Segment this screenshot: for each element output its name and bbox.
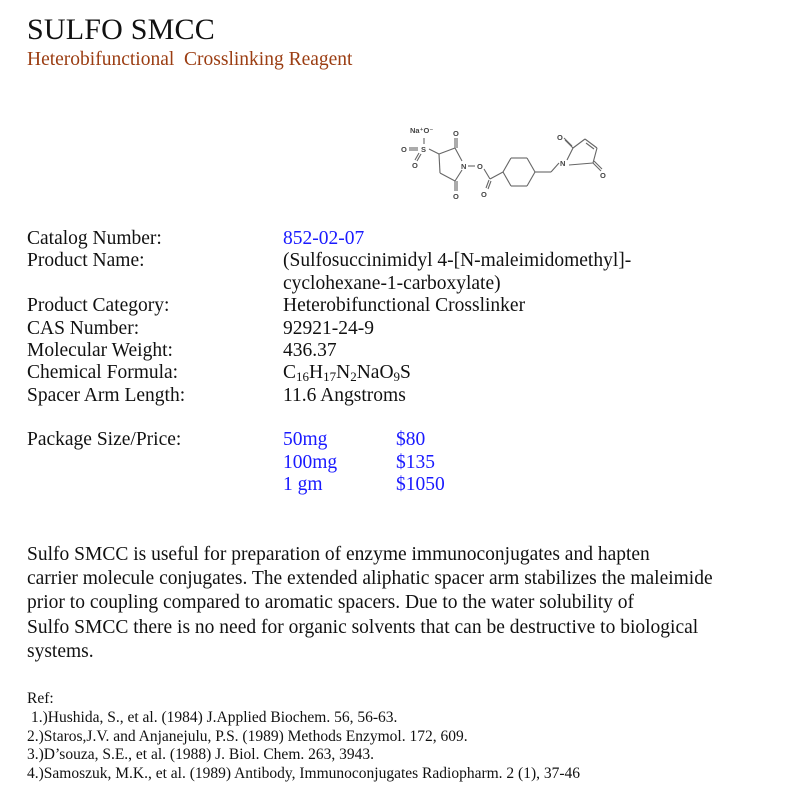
formula-element: C: [283, 362, 297, 384]
formula-subscript: 16: [296, 369, 310, 385]
catalog-number-label: Catalog Number:: [27, 228, 162, 249]
package-size[interactable]: 1 gm: [283, 474, 323, 496]
package-price[interactable]: $80: [396, 429, 426, 451]
page-subtitle: Heterobifunctional Crosslinking Reagent: [27, 49, 353, 70]
spacer-arm-value: 11.6 Angstroms: [283, 384, 406, 406]
package-size[interactable]: 100mg: [283, 451, 338, 473]
molecular-weight-label: Molecular Weight:: [27, 340, 173, 362]
oxygen-label: O: [412, 161, 418, 170]
references-section: [27, 690, 787, 784]
product-name-label: Product Name:: [27, 250, 145, 272]
package-option[interactable]: [283, 474, 767, 496]
product-name-row: [27, 250, 767, 295]
chemical-formula-row: [27, 362, 767, 384]
oxygen-label: O: [401, 145, 407, 154]
oxygen-label: O: [477, 162, 483, 171]
nitrogen-label: N: [560, 159, 566, 168]
formula-element: S: [400, 362, 411, 384]
description-line: prior to coupling compared to aromatic spacers. Due to the water solubility of: [27, 592, 635, 614]
package-price-row: [27, 429, 767, 496]
description-line: systems.: [27, 640, 94, 662]
cas-number-row: [27, 318, 767, 340]
oxygen-label: O: [557, 133, 563, 142]
oxygen-label: O: [600, 171, 606, 180]
package-price[interactable]: $1050: [396, 474, 445, 496]
oxygen-label: O: [453, 129, 459, 138]
package-price-label: Package Size/Price:: [27, 429, 182, 451]
product-category-label: Product Category:: [27, 295, 170, 317]
chemical-structure-diagram: [395, 115, 610, 210]
formula-element: H: [309, 362, 324, 384]
spacer-arm-row: [27, 385, 767, 407]
description-line: Sulfo SMCC is useful for preparation of enzyme immunoconjugates and hapten: [27, 544, 650, 565]
sulfur-label: S: [421, 145, 427, 154]
nitrogen-label: N: [461, 162, 467, 171]
oxygen-label: O: [481, 190, 487, 199]
package-option[interactable]: [283, 452, 767, 474]
package-list: [283, 429, 767, 496]
oxygen-label: O: [453, 192, 459, 201]
chemical-formula-label: Chemical Formula:: [27, 362, 179, 384]
chemical-formula-value: [283, 362, 767, 384]
reference-item: 3.)D’souza, S.E., et al. (1988) J. Biol. Chem. 263, 3943.: [27, 746, 374, 764]
sodium-label: Na⁺O⁻: [410, 126, 434, 135]
package-price[interactable]: $135: [396, 451, 435, 473]
cas-number-label: CAS Number:: [27, 317, 140, 339]
formula-subscript: 2: [350, 369, 357, 385]
description-line: Sulfo SMCC there is no need for organic solvents that can be destructive to biological: [27, 616, 699, 638]
reference-item: 1.)Hushida, S., et al. (1984) J.Applied Biochem. 56, 56-63.: [31, 708, 398, 726]
catalog-number-value[interactable]: 852-02-07: [283, 228, 365, 249]
reference-item: 4.)Samoszuk, M.K., et al. (1989) Antibody, Immunoconjugates Radiopharm. 2 (1), 37-46: [27, 765, 581, 783]
product-name-line-2: cyclohexane-1-carboxylate): [283, 272, 501, 294]
spacer-arm-label: Spacer Arm Length:: [27, 384, 186, 406]
formula-subscript: 9: [393, 369, 401, 385]
formula-element: N: [336, 362, 351, 384]
reference-item: 2.)Staros,J.V. and Anjanejulu, P.S. (1989) Methods Enzymol. 172, 609.: [27, 727, 468, 745]
product-category-row: [27, 295, 767, 317]
formula-subscript: 17: [323, 369, 337, 385]
package-option[interactable]: [283, 429, 767, 451]
product-name-line-1: (Sulfosuccinimidyl 4-[N-maleimidomethyl]-: [283, 250, 632, 272]
product-description: [27, 543, 772, 664]
formula-element: NaO: [356, 362, 394, 384]
molecular-weight-row: [27, 340, 767, 362]
cas-number-value: 92921-24-9: [283, 317, 374, 339]
molecular-weight-value: 436.37: [283, 340, 337, 362]
catalog-number-row: [27, 228, 767, 250]
page-title: SULFO SMCC: [27, 13, 215, 46]
product-specs: [27, 228, 767, 496]
description-line: carrier molecule conjugates. The extended aliphatic spacer arm stabilizes the maleimide: [27, 568, 713, 590]
product-name-value: [283, 250, 767, 295]
product-category-value: Heterobifunctional Crosslinker: [283, 295, 526, 317]
references-heading: Ref:: [27, 690, 54, 707]
package-size[interactable]: 50mg: [283, 429, 328, 451]
